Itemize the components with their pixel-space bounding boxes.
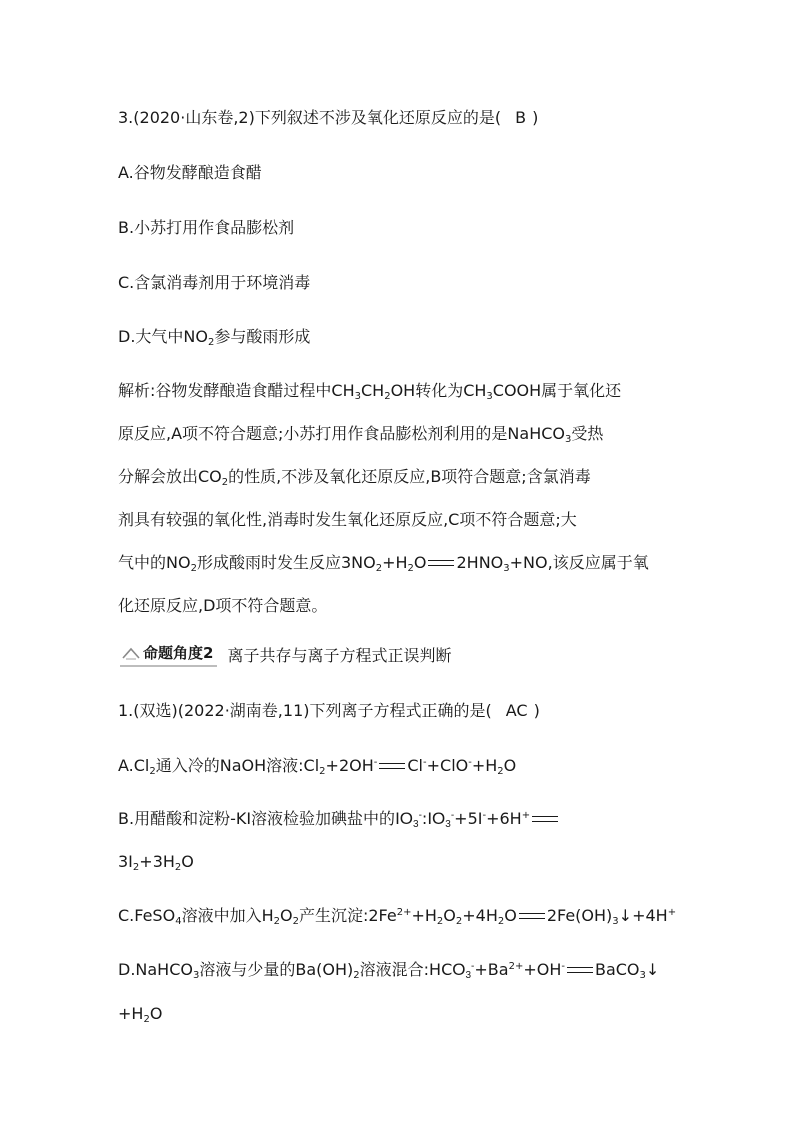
equals-sign [519, 913, 545, 919]
analysis-row-3: 分解会放出$CO_2$的性质,不涉及氧化还原反应,B项符合题意;含氯消毒 [118, 467, 591, 488]
q1-answer: AC [505, 701, 528, 720]
q3-option-d: D.大气中$NO_2$参与酸雨形成 [118, 327, 311, 348]
q1-option-b-line1: B.用醋酸和淀粉-KI溶液检验加碘盐中的$IO_3^-:IO_3^-+5I^-+6H^+$ [118, 808, 560, 830]
iodate-ion: $IO_3^-$ [427, 809, 455, 830]
q1-option-c: C.FeSO$_4$溶液中加入$H_2O_2$产生沉淀$:2Fe^{2+}+H_2O_2+4H_2O$ $2Fe(OH)_3↓+4H^+$ [118, 906, 677, 927]
analysis-row-1: 解析:谷物发酵酿造食醋过程中$CH_3CH_2OH$转化为$CH_3COOH$属于氧化还 [118, 381, 622, 402]
bicarbonate-ion: $O_3^-$ [452, 960, 475, 981]
section-heading [120, 642, 451, 666]
q1-stem: 1.(双选)(2022·湖南卷,11)下列离子方程式正确的是( AC ) [118, 701, 540, 720]
equals-sign [379, 763, 405, 769]
analysis-row-6: 化还原反应,D项不符合题意。 [118, 596, 328, 615]
q1-option-b-line2: $3I_2+3H_2O$ [118, 852, 194, 873]
equals-sign [567, 967, 593, 973]
analysis-row-2: 原反应,A项不符合题意;小苏打用作食品膨松剂利用的是NaHCO$_3$受热 [118, 424, 604, 445]
q3-option-a: A.谷物发酵酿造食醋 [118, 163, 262, 182]
iodate-ion: $IO_3^-$ [395, 809, 422, 830]
pencil-chevron-icon [122, 646, 140, 660]
q3-option-b: B.小苏打用作食品膨松剂 [118, 218, 295, 237]
section-title: 离子共存与离子方程式正误判断 [227, 645, 452, 665]
q3-stem: 3.(2020·山东卷,2)下列叙述不涉及氧化还原反应的是( B ) [118, 108, 539, 127]
q3-option-c: C.含氯消毒剂用于环境消毒 [118, 273, 311, 292]
q1-option-d-line2: $+H_2O$ [118, 1004, 163, 1025]
equals-sign [428, 560, 454, 566]
analysis-row-4: 剂具有较强的氧化性,消毒时发生氧化还原反应,C项不符合题意;大 [118, 510, 577, 529]
q3-answer: B [515, 108, 527, 127]
analysis-row-5: 气中的$NO_2$形成酸雨时发生反应$3NO_2+H_2O$ $2HNO_3+NO$,该反应属于氧 [118, 553, 649, 574]
q1-option-a: $A.Cl_2$通入冷的NaOH溶液$:Cl_2+2OH^-$ $Cl^-+ClO^-+H_2O$ [118, 756, 517, 777]
equals-sign [532, 816, 558, 822]
section-tag: 命题角度2 [120, 642, 217, 667]
q1-option-d-line1: D.NaHCO$_3$溶液与少量的$Ba(OH)_2$溶液混合$:HCO_3^-+Ba^{2+}+OH^-$ BaCO$_3$↓ [118, 960, 660, 981]
